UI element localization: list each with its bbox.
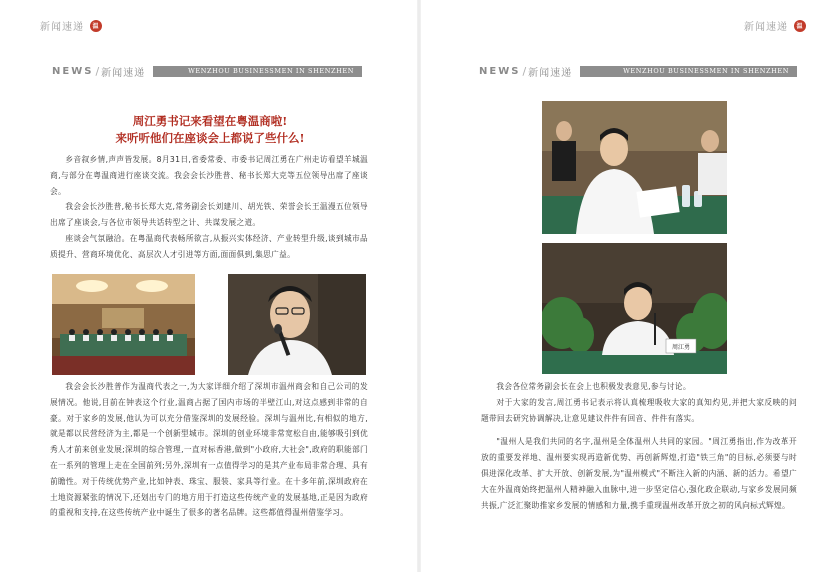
name-placard-label: 周江勇: [671, 344, 691, 351]
article-body-bottom: [50, 379, 368, 521]
article-body-top: [50, 152, 368, 263]
chamber-logo-icon: 温: [794, 20, 806, 32]
paragraph: 我会各位常务副会长在会上也积极发表意见,参与讨论。: [496, 382, 691, 391]
article-title-line-1: 周江勇书记来看望在粤温商啦!: [132, 114, 288, 128]
right-page: [419, 0, 838, 572]
running-head-left: [40, 18, 102, 33]
section-box-label: WENZHOU BUSINESSMEN IN SHENZHEN: [153, 66, 362, 77]
section-slash: /: [95, 64, 100, 78]
running-head-label: 新闻速递: [40, 22, 84, 33]
official-reading-photo: [542, 101, 727, 234]
paragraph: 我会会长沙胜普作为温商代表之一,为大家详细介绍了深圳市温州商会和自己公司的发展情况。他说,目前在钟表这个行业,温商占据了国内市场的半壁江山,对这点感到非常的自豪。对于家乡的发展,他认为可以充分借鉴深圳的发展经验。深圳与温州比,有相似的地方,就是都以民营经济为主,都是一个创新型城市。深圳的创业环境非常宽松自由,能够吸引到优秀人才前来创业发展;深圳的综合管理,一直对标香港,做到"小政府,大社会",政府的职能部门在一系列的管理上走在全国前列;另外,深圳有一点值得学习的是其产业布局非常合理、具有前瞻性。对于传统优势产业,比如钟表、珠宝、服装、家具等行业。在十多年前,深圳政府在土地资源紧张的情况下,还划出专门的地方用于打造这些传统产业的发展基地,正是因为政府的重视和支持,在这些传统产业中诞生了很多的著名品牌。这些都值得温州借鉴学习。: [50, 382, 368, 518]
paragraph: 我会会长沙胜普,秘书长郑大克,常务副会长刘建川、胡光铁、荣誉会长王温漫五位领导出席了座谈会,与各位市领导共话转型之计、共谋发展之道。: [50, 202, 368, 228]
section-cn-label: 新闻速递: [528, 67, 573, 79]
speaker-portrait-photo: [228, 274, 366, 375]
section-cn-label: 新闻速递: [101, 67, 146, 79]
section-slash: /: [522, 64, 527, 78]
article-title-line-2: 来听听他们在座谈会上都说了些什么!: [115, 131, 305, 145]
chamber-logo-icon: 温: [90, 20, 102, 32]
running-head-right: [744, 18, 806, 33]
paragraph: 对于大家的发言,周江勇书记表示将认真梳理吸收大家的真知灼见,并把大家反映的问题带回去研究协调解决,让意见建议件件有回音、件件有落实。: [481, 397, 797, 423]
running-head-label: 新闻速递: [744, 22, 788, 33]
article-title: [40, 113, 380, 147]
paragraph: 乡音叙乡情,声声皆发展。8月31日,省委常委、市委书记周江勇在广州走访看望羊城温商,与部分在粤温商进行座谈交流。我会会长沙胜普、秘书长郑大克等五位领导出席了座谈会。: [50, 155, 368, 196]
section-box-label: WENZHOU BUSINESSMEN IN SHENZHEN: [580, 66, 797, 77]
paragraph: 座谈会气氛融洽。在粤温商代表畅所欲言,从振兴实体经济、产业转型升级,谈到城市品质提升、营商环境优化、高层次人才引进等方面,面面俱到,集思广益。: [50, 233, 368, 259]
section-news-label: NEWS: [52, 65, 94, 77]
section-banner-left: [52, 64, 362, 78]
official-speaking-photo: [542, 243, 727, 374]
section-banner-right: [479, 64, 797, 78]
section-news-label: NEWS: [479, 65, 521, 77]
article-body-right: [481, 379, 797, 513]
meeting-hall-photo: [52, 274, 195, 375]
paragraph: "温州人是我们共同的名字,温州是全体温州人共同的家园。"周江勇指出,作为改革开放的重要发祥地、温州要实现再造新优势、再创新辉煌,打造"铁三角"的目标,必须要与时俱进深化改革、扩大开放、创新发展,为"温州模式"不断注入新的内涵、新的活力。希望广大在外温商始终把温州人精神融入血脉中,进一步坚定信心,强化政企联动,与家乡发展同频共振,广泛汇聚助推家乡发展的情感和力量,携手重现温州改革开放之初的风向标式辉煌。: [481, 437, 797, 510]
